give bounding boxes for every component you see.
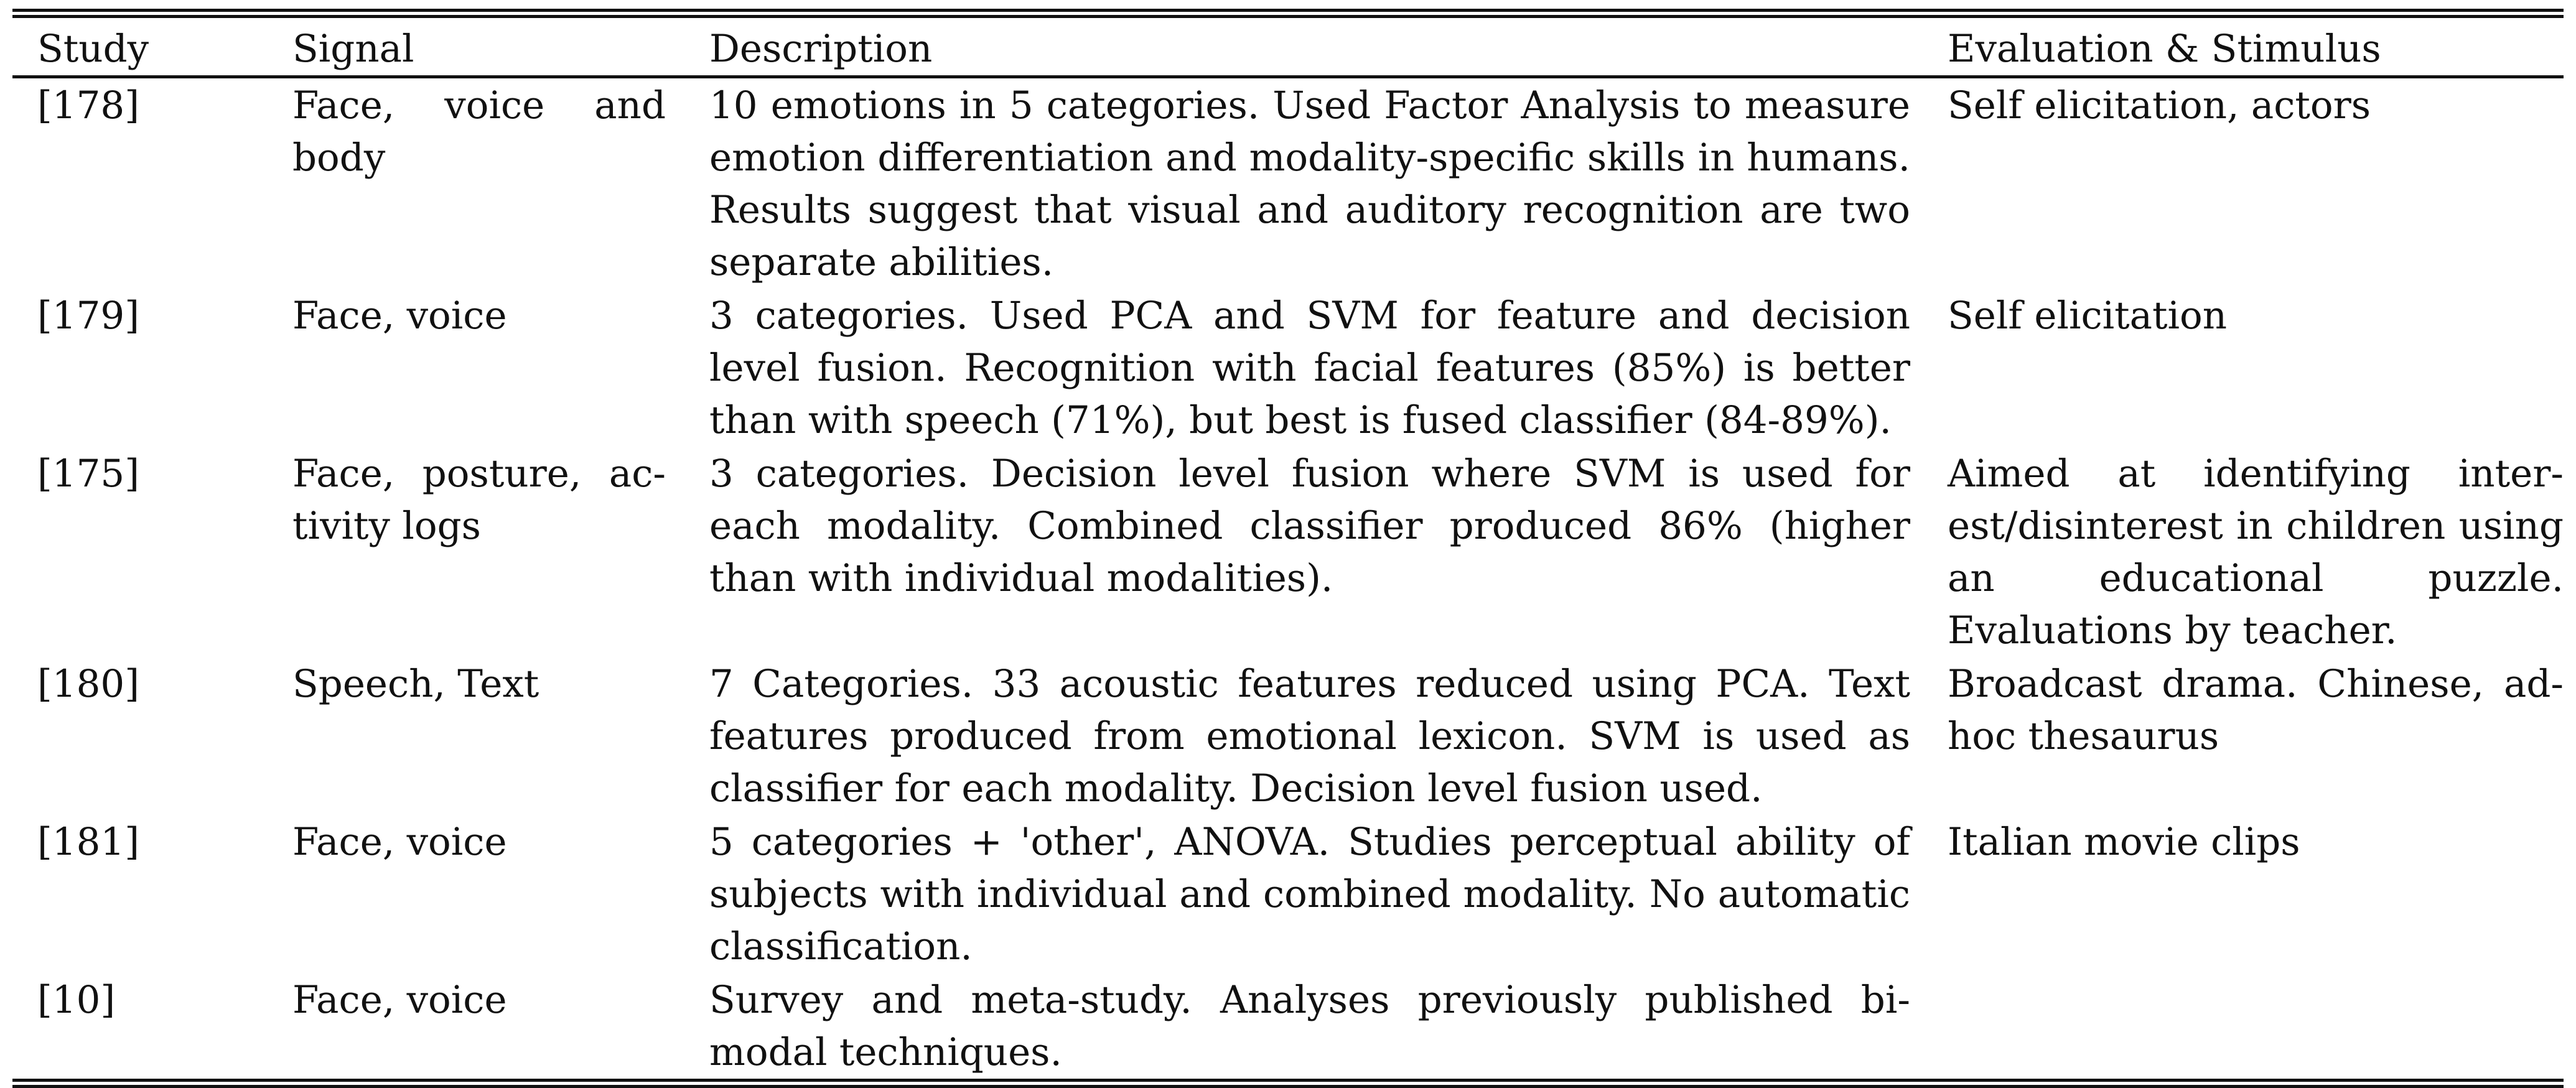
- cell-study: [180]: [37, 662, 140, 706]
- cell-study: [181]: [37, 820, 140, 864]
- cell-description: 7 Categories. 33 acoustic features reduced using PCA. Text features produced from emotional lexicon. SVM is used as classifier for each modality. Decision level fusion used.: [709, 662, 1910, 811]
- table-row: [12, 657, 2564, 815]
- table-row: [12, 447, 2564, 657]
- cell-description: 3 categories. Used PCA and SVM for feature and decision level fusion. Recognition with facial features (85%) is better than with speech (71%), but best is fused classifier (84-89%).: [709, 294, 1910, 442]
- cell-signal: Face, voice: [292, 294, 507, 338]
- header-signal: Signal: [292, 27, 414, 71]
- table-row: [12, 815, 2564, 973]
- header-row: [12, 18, 2564, 77]
- table-body: [12, 77, 2564, 1079]
- cell-signal: Face, voice: [292, 820, 507, 864]
- table-header: [12, 18, 2564, 77]
- top-rule-outer: [12, 9, 2564, 12]
- cell-study: [179]: [37, 294, 140, 338]
- multimodal-studies-table: [12, 18, 2564, 1079]
- cell-description: 3 categories. Decision level fusion where SVM is used for each modality. Combined classifier produced 86% (higher than with individual modalities).: [709, 452, 1910, 600]
- cell-study: [178]: [37, 83, 140, 128]
- cell-evaluation: Italian movie clips: [1948, 820, 2300, 864]
- header-evaluation: Evaluation & Stimulus: [1948, 27, 2381, 71]
- cell-signal: Face, voice: [292, 978, 507, 1022]
- cell-evaluation: [1948, 973, 2564, 1079]
- cell-signal: Face, posture, activity logs: [292, 452, 666, 548]
- table-row: [12, 77, 2564, 289]
- cell-signal: Speech, Text: [292, 662, 539, 706]
- comparison-table-container: [12, 9, 2564, 1088]
- cell-description: 10 emotions in 5 categories. Used Factor Analysis to measure emotion differentiation and modality-specific skills in humans. Results suggest that visual and auditory recognition are two separate abilities.: [709, 83, 1910, 284]
- bottom-rule-inner: [12, 1079, 2564, 1082]
- cell-description: 5 categories + 'other', ANOVA. Studies perceptual ability of subjects with individual and combined modality. No automatic classification.: [709, 820, 1910, 969]
- bottom-rule-outer: [12, 1085, 2564, 1088]
- table-row: [12, 289, 2564, 447]
- header-study: Study: [37, 27, 149, 71]
- cell-study: [175]: [37, 452, 140, 496]
- cell-study: [10]: [37, 978, 116, 1022]
- cell-evaluation: Self elicitation, actors: [1948, 83, 2371, 128]
- cell-description: Survey and meta-study. Analyses previously published bimodal techniques.: [709, 978, 1910, 1074]
- table-row: [12, 973, 2564, 1079]
- cell-signal: Face, voice and body: [292, 83, 666, 180]
- cell-evaluation: Broadcast drama. Chinese, adhoc thesaurus: [1948, 662, 2564, 758]
- cell-evaluation: Aimed at identifying interest/disinterest in children using an educational puzzle. Evaluations by teacher.: [1948, 452, 2564, 653]
- cell-evaluation: Self elicitation: [1948, 294, 2228, 338]
- header-description: Description: [709, 27, 933, 71]
